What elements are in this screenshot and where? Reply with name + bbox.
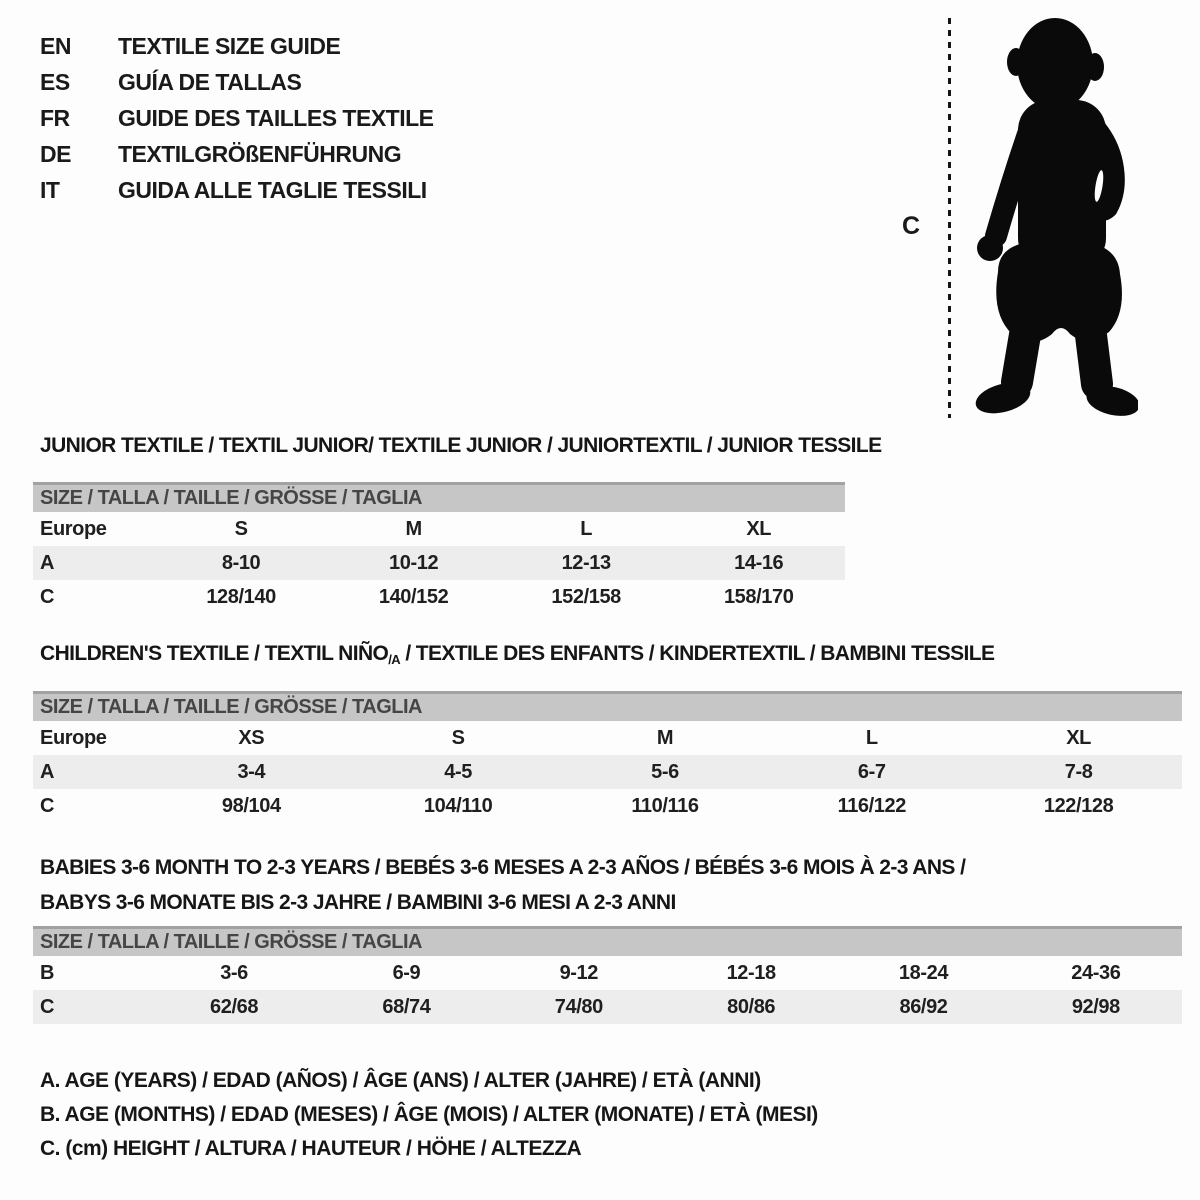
row-label: C xyxy=(40,795,55,817)
section-title-children xyxy=(40,642,994,667)
table-cell: 140/152 xyxy=(378,586,449,608)
table-row-height xyxy=(33,789,1182,823)
table-cell: L xyxy=(865,727,878,749)
section-title-babies-line1: BABIES 3-6 MONTH TO 2-3 YEARS / BEBÉS 3-6 MESES A 2-3 AÑOS / BÉBÉS 3-6 MOIS À 2-3 ANS / xyxy=(40,856,966,879)
table-cell: 8-10 xyxy=(221,552,261,574)
table-cell: 4-5 xyxy=(444,761,472,783)
table-cell: 3-6 xyxy=(220,962,248,984)
table-cell: 152/158 xyxy=(551,586,621,608)
language-row-fr xyxy=(40,100,434,136)
table-row-europe xyxy=(33,721,1182,755)
language-code: ES xyxy=(40,68,70,95)
table-cell: XL xyxy=(1066,727,1091,749)
legend-block xyxy=(40,1064,818,1166)
table-row-height xyxy=(33,580,845,614)
table-cell: 6-7 xyxy=(857,761,886,783)
language-code: DE xyxy=(40,140,71,167)
table-cell: 104/110 xyxy=(423,795,493,817)
row-label: C xyxy=(40,586,55,608)
guide-title-de: TEXTILGRÖßENFÜHRUNG xyxy=(118,140,402,167)
section-title-children-post: / TEXTILE DES ENFANTS / KINDERTEXTIL / BAMBINI TESSILE xyxy=(400,642,995,665)
table-row-europe xyxy=(33,512,845,546)
language-row-en xyxy=(40,28,434,64)
table-cell: 110/116 xyxy=(631,795,699,817)
section-title-children-subscript: /A xyxy=(388,652,401,667)
table-size-header: SIZE / TALLA / TAILLE / GRÖSSE / TAGLIA xyxy=(33,926,1182,956)
table-cell: 10-12 xyxy=(389,552,439,574)
language-row-it xyxy=(40,172,434,208)
section-title-junior xyxy=(40,434,882,458)
row-label: A xyxy=(40,761,55,783)
language-code: FR xyxy=(40,104,70,131)
legend-line-height: C. (cm) HEIGHT / ALTURA / HAUTEUR / HÖHE / ALTEZZA xyxy=(40,1137,582,1160)
table-cell: S xyxy=(451,727,465,749)
row-label: B xyxy=(40,962,55,984)
table-cell: 3-4 xyxy=(237,761,266,783)
table-cell: XL xyxy=(746,518,772,540)
guide-title-fr: GUIDE DES TAILLES TEXTILE xyxy=(118,104,434,131)
height-measure-label: C xyxy=(902,212,921,240)
legend-line-age-months: B. AGE (MONTHS) / EDAD (MESES) / ÂGE (MOIS) / ALTER (MONATE) / ETÀ (MESI) xyxy=(40,1103,818,1126)
language-code: IT xyxy=(40,176,60,203)
table-cell: 12-13 xyxy=(561,552,611,574)
table-cell: L xyxy=(580,518,593,540)
table-cell: M xyxy=(656,727,674,749)
section-title-children-pre: CHILDREN'S TEXTILE / TEXTIL NIÑO xyxy=(40,642,389,665)
table-row-height xyxy=(33,990,1182,1024)
language-row-es xyxy=(40,64,434,100)
table-cell: 74/80 xyxy=(554,996,603,1018)
table-cell: 128/140 xyxy=(206,586,276,608)
table-cell: 122/128 xyxy=(1043,795,1114,817)
table-cell: XS xyxy=(238,727,265,749)
size-table-babies xyxy=(33,926,1182,1024)
table-cell: 7-8 xyxy=(1064,761,1093,783)
section-title-babies-line2: BABYS 3-6 MONATE BIS 2-3 JAHRE / BAMBINI 3-6 MESI A 2-3 ANNI xyxy=(40,891,676,914)
table-cell: 158/170 xyxy=(723,586,794,608)
table-cell: 98/104 xyxy=(221,795,281,817)
baby-silhouette-icon xyxy=(966,16,1138,418)
row-label: Europe xyxy=(40,727,107,749)
table-cell: 14-16 xyxy=(734,552,784,574)
language-title-block xyxy=(40,28,434,208)
table-size-header: SIZE / TALLA / TAILLE / GRÖSSE / TAGLIA xyxy=(33,482,845,512)
table-cell: 116/122 xyxy=(837,795,906,817)
guide-title-it: GUIDA ALLE TAGLIE TESSILI xyxy=(118,176,427,203)
guide-title-en: TEXTILE SIZE GUIDE xyxy=(118,32,341,59)
guide-title-es: GUÍA DE TALLAS xyxy=(118,68,302,95)
table-row-age-months xyxy=(33,956,1182,990)
section-title-babies xyxy=(40,850,965,920)
row-label: Europe xyxy=(40,518,107,540)
row-label: C xyxy=(40,996,55,1018)
table-row-age-years xyxy=(33,546,845,580)
table-cell: M xyxy=(405,518,422,540)
table-row-age-years xyxy=(33,755,1182,789)
row-label: A xyxy=(40,552,55,574)
language-row-de xyxy=(40,136,434,172)
table-cell: 62/68 xyxy=(210,996,259,1018)
table-cell: 24-36 xyxy=(1071,962,1121,984)
table-cell: 86/92 xyxy=(899,996,948,1018)
size-table-children xyxy=(33,691,1182,823)
table-cell: 9-12 xyxy=(559,962,598,984)
table-cell: 6-9 xyxy=(392,962,421,984)
table-cell: 18-24 xyxy=(898,962,949,984)
section-title-junior-text: JUNIOR TEXTILE / TEXTIL JUNIOR/ TEXTILE JUNIOR / JUNIORTEXTIL / JUNIOR TESSILE xyxy=(40,434,882,457)
size-table-junior xyxy=(33,482,845,614)
language-code: EN xyxy=(40,32,71,59)
table-cell: 92/98 xyxy=(1071,996,1120,1018)
height-measure-dashed-line xyxy=(948,18,951,418)
table-cell: 12-18 xyxy=(726,962,776,984)
legend-line-age-years: A. AGE (YEARS) / EDAD (AÑOS) / ÂGE (ANS) / ALTER (JAHRE) / ETÀ (ANNI) xyxy=(40,1069,761,1092)
table-size-header: SIZE / TALLA / TAILLE / GRÖSSE / TAGLIA xyxy=(33,691,1182,721)
table-cell: 68/74 xyxy=(382,996,431,1018)
table-cell: S xyxy=(234,518,248,540)
table-cell: 80/86 xyxy=(727,996,776,1018)
table-cell: 5-6 xyxy=(651,761,679,783)
